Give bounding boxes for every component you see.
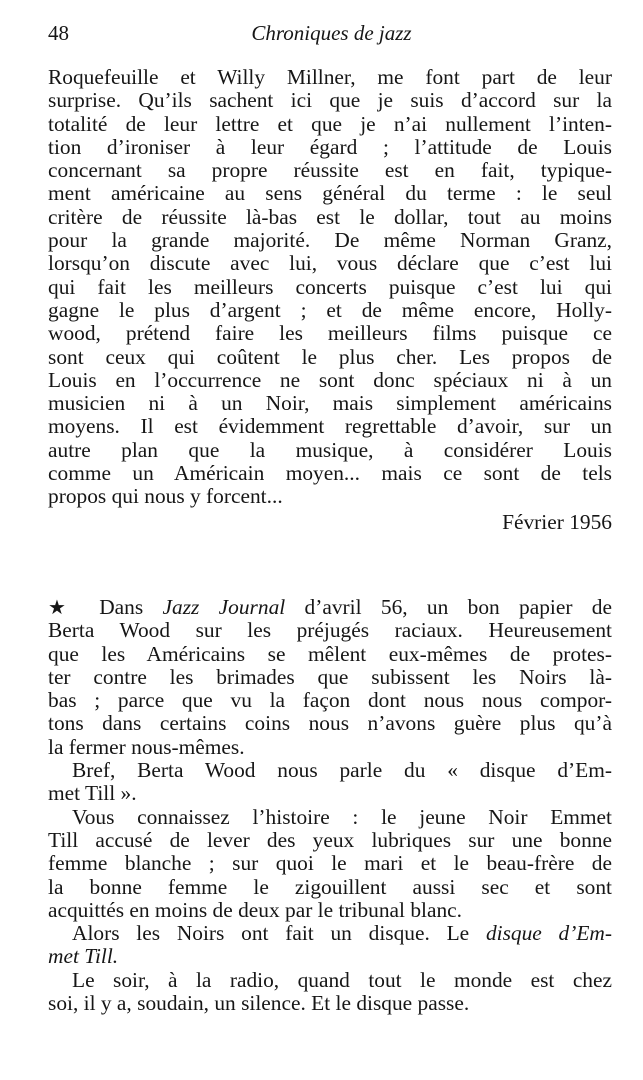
star-icon: ★: [48, 597, 80, 619]
text-line: bas ; parce que vu la façon dont nous nous compor-: [48, 688, 612, 713]
text-line: Le soir, à la radio, quand tout le monde est chez: [72, 967, 612, 992]
text-line: la fermer nous-mêmes.: [48, 734, 245, 759]
text-run: Alors les Noirs ont fait un disque. Le: [72, 921, 486, 946]
text-line: concernant sa propre réussite est en fait, typique-: [48, 158, 612, 183]
text-line: lorsqu’on discute avec lui, vous déclare que c’est lui: [48, 251, 612, 276]
record-title-continued: met Till.: [48, 944, 119, 969]
chronicle-note-jazz-journal: [48, 596, 612, 1015]
text-line: que les Américains se mêlent eux-mêmes de protes-: [48, 641, 612, 666]
running-head: [48, 18, 615, 48]
text-line: comme un Américain moyen... mais ce sont de tels: [48, 461, 612, 486]
text-line: moyens. Il est évidemment regrettable d’avoir, sur un: [48, 414, 612, 439]
magazine-title: Jazz Journal: [162, 595, 286, 619]
text-line: [48, 596, 612, 619]
text-line: wood, prétend faire les meilleurs films puisque ce: [48, 321, 612, 346]
text-line: Louis en l’occurrence ne sont donc spéciaux ni à un: [48, 367, 612, 392]
text-line: acquittés en moins de deux par le tribunal blanc.: [48, 897, 463, 922]
record-title: disque d’Em-: [485, 921, 613, 946]
text-line: Bref, Berta Wood nous parle du « disque d’Em-: [72, 758, 612, 783]
text-line: [48, 945, 612, 968]
chronicle-february-1956: [48, 66, 612, 534]
text-line: ment américaine au sens général du terme : le seul: [48, 181, 612, 206]
text-line: met Till ».: [48, 781, 137, 806]
text-line: gagne le plus d’argent ; et de même encore, Holly-: [48, 297, 612, 322]
text-line: [48, 922, 612, 945]
text-line: surprise. Qu’ils sachent ici que je suis d’accord sur la: [48, 88, 612, 113]
text-line: musicien ni à un Noir, mais simplement américains: [48, 391, 612, 416]
page-number: 48: [48, 21, 69, 45]
text-line: propos qui nous y forcent...: [48, 484, 283, 509]
text-line: critère de réussite là-bas est le dollar, tout au moins: [48, 204, 612, 229]
text-line: Vous connaissez l’histoire : le jeune Noir Emmet: [72, 804, 612, 829]
text-line: sont ceux qui coûtent le plus cher. Les propos de: [48, 344, 612, 369]
text-line: soi, il y a, soudain, un silence. Et le disque passe.: [48, 991, 470, 1016]
text-line: Roquefeuille et Willy Millner, me font part de leur: [48, 65, 612, 89]
text-line: femme blanche ; sur quoi le mari et le beau-frère de: [48, 851, 612, 876]
text-line: tons dans certains coins nous n’avons guère plus qu’à: [48, 711, 612, 736]
chronicle-date: Février 1956: [502, 509, 612, 534]
text-line: Berta Wood sur les préjugés raciaux. Heureusement: [48, 618, 612, 643]
text-run: Dans: [99, 595, 163, 619]
text-run: d’avril 56, un bon papier de: [285, 595, 612, 619]
text-line: tion d’ironiser à leur égard ; l’attitude de Louis: [48, 134, 612, 159]
text-line: autre plan que la musique, à considérer Louis: [48, 437, 612, 462]
running-title: Chroniques de jazz: [251, 21, 412, 45]
text-line: ter contre les brimades que subissent les Noirs là-: [48, 664, 612, 689]
text-line: Till accusé de lever des yeux lubriques sur une bonne: [48, 827, 612, 852]
text-line: totalité de leur lettre et que je n’ai nullement l’inten-: [48, 111, 612, 136]
text-line: pour la grande majorité. De même Norman Granz,: [48, 228, 612, 253]
text-line: la bonne femme le zigouillent aussi sec et sont: [48, 874, 612, 899]
text-line: qui fait les meilleurs concerts puisque c’est lui qui: [48, 274, 612, 299]
